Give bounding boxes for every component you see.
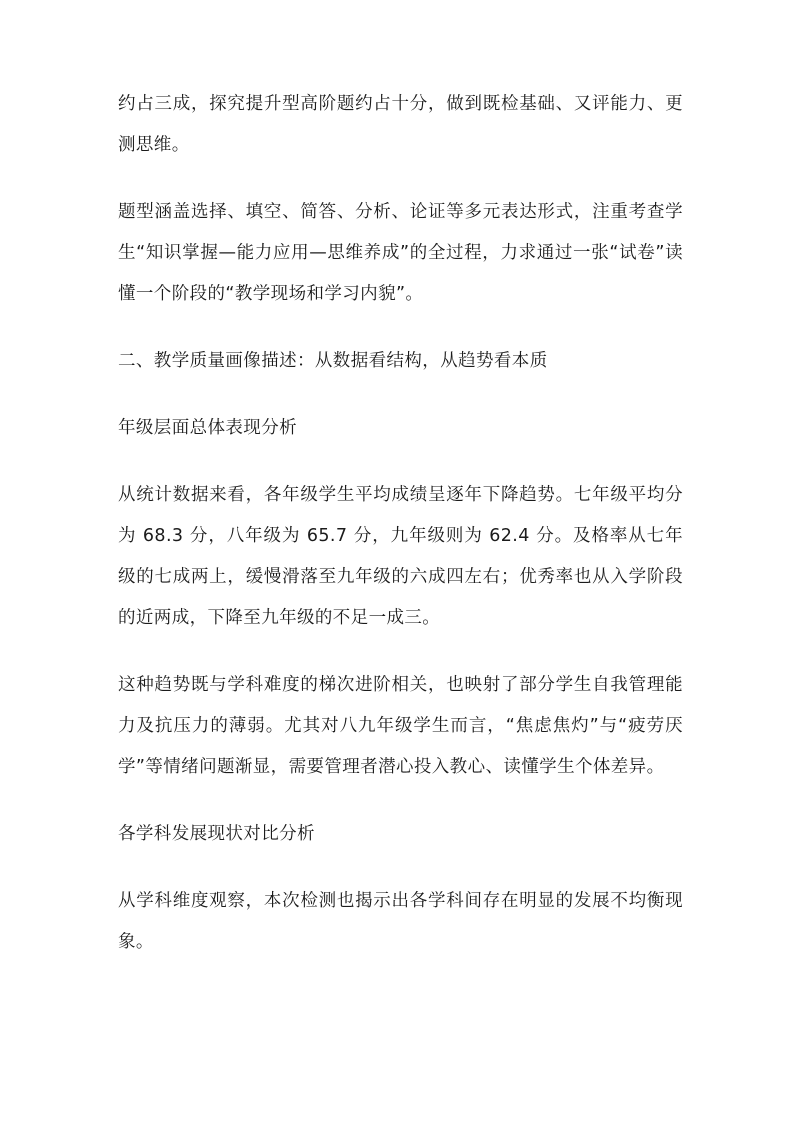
paragraph: 这种趋势既与学科难度的梯次进阶相关，也映射了部分学生自我管理能力及抗压力的薄弱。尤其对八九年级学生而言，“焦虑焦灼”与“疲劳厌学”等情绪问题渐显，需要管理者潜心投入教心、读懂学生个体差异。 — [118, 675, 683, 777]
paragraph: 从统计数据来看，各年级学生平均成绩呈逐年下降趋势。七年级平均分为 68.3 分，八年级为 65.7 分，九年级则为 62.4 分。及格率从七年级的七成两上，缓慢滑落至九年级的六成四左右；优秀率也从入学阶段的近两成，下降至九年级的不足一成三。 — [118, 485, 683, 628]
paragraph: 从学科维度观察，本次检测也揭示出各学科间存在明显的发展不均衡现象。 — [118, 891, 683, 952]
subsection-heading: 各学科发展现状对比分析 — [118, 824, 315, 844]
subsection-heading: 年级层面总体表现分析 — [118, 418, 297, 438]
section-heading: 二、教学质量画像描述：从数据看结构，从趋势看本质 — [118, 351, 548, 371]
paragraph: 约占三成，探究提升型高阶题约占十分，做到既检基础、又评能力、更测思维。 — [118, 94, 683, 155]
paragraph: 题型涵盖选择、填空、简答、分析、论证等多元表达形式，注重考查学生“知识掌握—能力应用—思维养成”的全过程，力求通过一张“试卷”读懂一个阶段的“教学现场和学习内貌”。 — [118, 202, 683, 304]
document-body — [118, 84, 683, 963]
